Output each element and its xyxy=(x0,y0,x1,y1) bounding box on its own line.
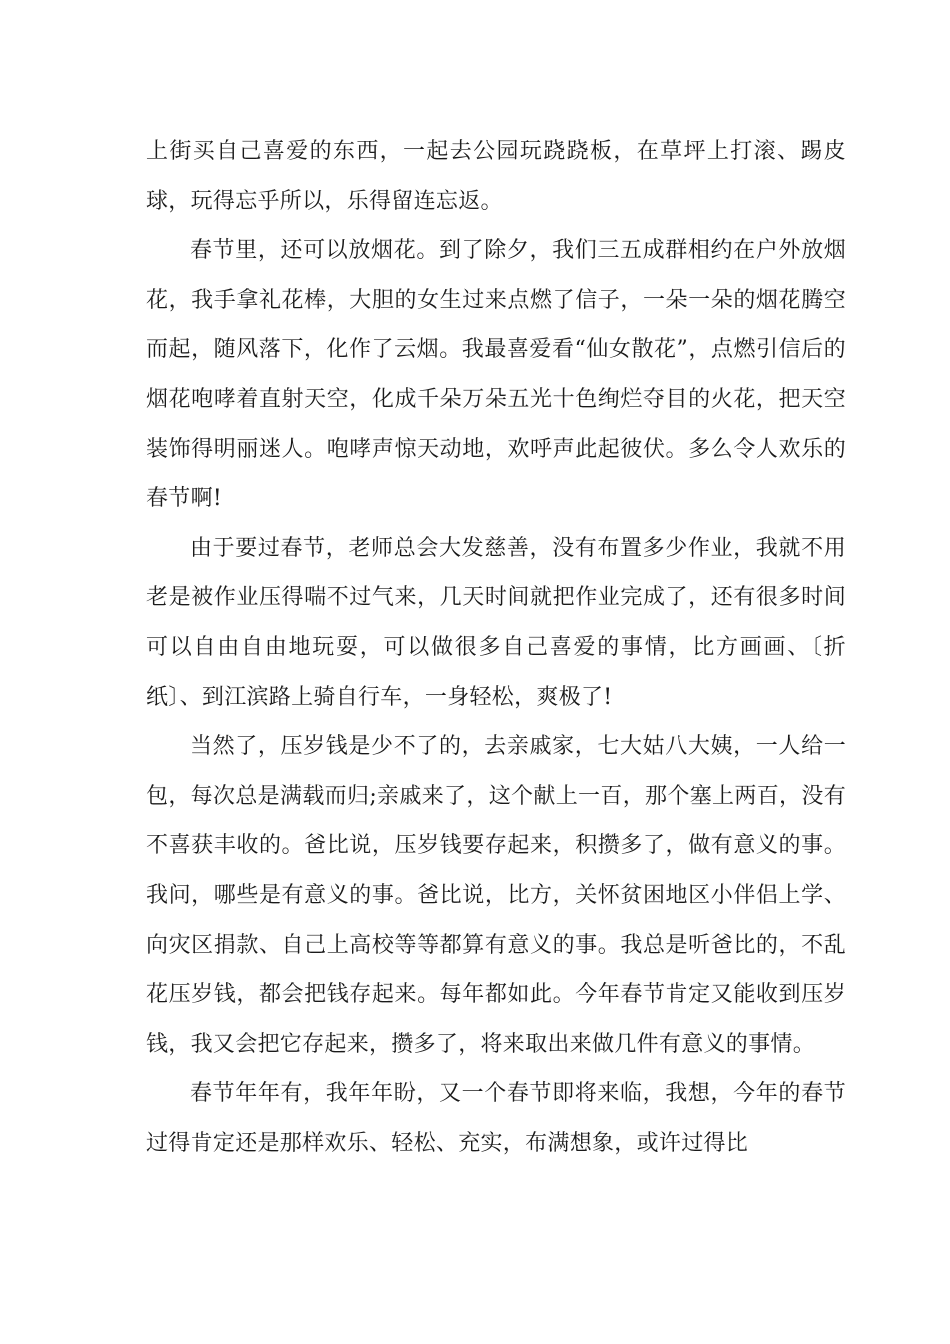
paragraph-2: 春节里，还可以放烟花。到了除夕，我们三五成群相约在户外放烟花，我手拿礼花棒，大胆的女生过来点燃了信子，一朵一朵的烟花腾空而起，随风落下，化作了云烟。我最喜爱看“仙女散花”，点燃引信后的烟花咆哮着直射天空，化成千朵万朵五光十色绚烂夺目的火花，把天空装饰得明丽迷人。咆哮声惊天动地，欢呼声此起彼伏。多么令人欢乐的春节啊! xyxy=(146,238,846,512)
paragraph-1: 上街买自己喜爱的东西，一起去公园玩跷跷板，在草坪上打滚、踢皮球，玩得忘乎所以，乐得留连忘返。 xyxy=(146,139,846,214)
paragraph-5: 春节年年有，我年年盼，又一个春节即将来临，我想，今年的春节过得肯定还是那样欢乐、轻松、充实，布满想象，或许过得比 xyxy=(146,1081,846,1156)
body-text xyxy=(146,127,846,1168)
paragraph-4: 当然了，压岁钱是少不了的，去亲戚家，七大姑八大姨，一人给一包，每次总是满载而归;亲戚来了，这个献上一百，那个塞上两百，没有不喜获丰收的。爸比说，压岁钱要存起来，积攒多了，做有意义的事。我问，哪些是有意义的事。爸比说，比方，关怀贫困地区小伴侣上学、向灾区捐款、自己上高校等等都算有意义的事。我总是听爸比的，不乱花压岁钱，都会把钱存起来。每年都如此。今年春节肯定又能收到压岁钱，我又会把它存起来，攒多了，将来取出来做几件有意义的事情。 xyxy=(146,734,846,1057)
paragraph-3: 由于要过春节，老师总会大发慈善，没有布置多少作业，我就不用老是被作业压得喘不过气来，几天时间就把作业完成了，还有很多时间可以自由自由地玩耍，可以做很多自己喜爱的事情，比方画画、〔折纸〕、到江滨路上骑自行车，一身轻松，爽极了! xyxy=(146,535,846,710)
